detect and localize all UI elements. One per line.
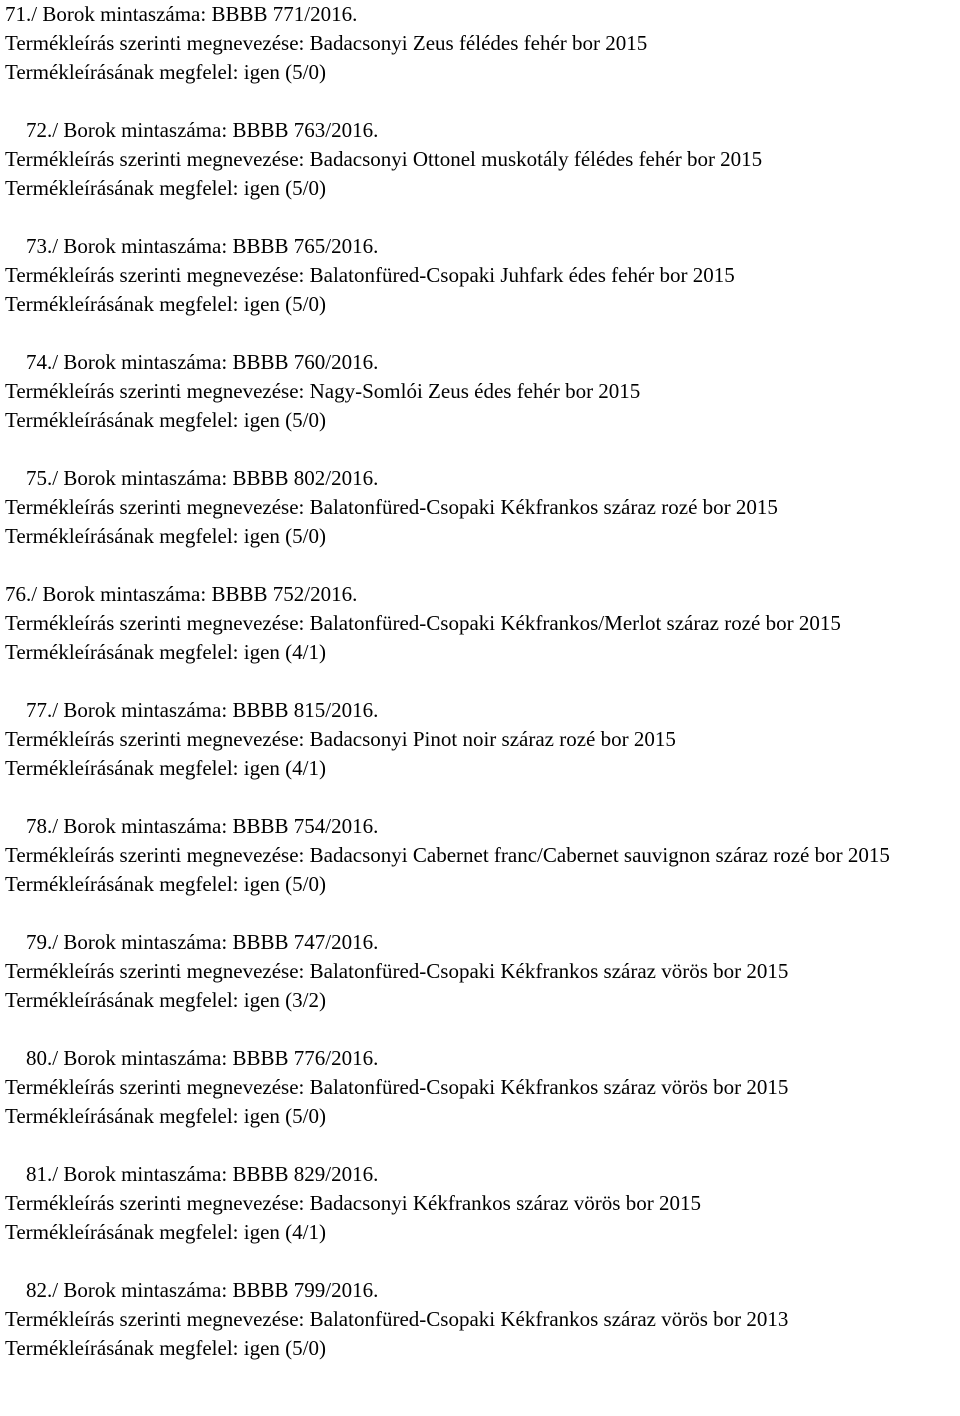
product-name: Balatonfüred-Csopaki Kékfrankos/Merlot száraz rozé bor 2015 — [309, 611, 841, 635]
sample-header — [5, 348, 955, 377]
conformity-line — [5, 986, 955, 1015]
conformity-result: igen (5/0) — [243, 292, 326, 316]
sample-header — [5, 232, 955, 261]
conformity-result: igen (5/0) — [243, 1104, 326, 1128]
conformity-label: Termékleírásának megfelel: — [5, 292, 239, 316]
description-label: Termékleírás szerinti megnevezése: — [5, 31, 305, 55]
product-name: Badacsonyi Kékfrankos száraz vörös bor 2015 — [309, 1191, 701, 1215]
description-label: Termékleírás szerinti megnevezése: — [5, 843, 305, 867]
entry-number: 78. — [26, 814, 53, 838]
entry-number: 73. — [26, 234, 53, 258]
conformity-line — [5, 58, 955, 87]
product-description — [5, 609, 955, 638]
product-name: Badacsonyi Ottonel muskotály félédes fehér bor 2015 — [309, 147, 763, 171]
conformity-label: Termékleírásának megfelel: — [5, 872, 239, 896]
wine-entry-81 — [5, 1160, 955, 1247]
conformity-line — [5, 754, 955, 783]
product-description — [5, 841, 955, 870]
sample-label: / Borok mintaszáma: BBBB 815/2016. — [52, 698, 379, 722]
sample-label: / Borok mintaszáma: BBBB 763/2016. — [52, 118, 379, 142]
product-name: Badacsonyi Zeus félédes fehér bor 2015 — [309, 31, 648, 55]
conformity-label: Termékleírásának megfelel: — [5, 408, 239, 432]
sample-label: / Borok mintaszáma: BBBB 752/2016. — [31, 582, 358, 606]
wine-entry-75 — [5, 464, 955, 551]
product-description — [5, 1189, 955, 1218]
conformity-line — [5, 522, 955, 551]
conformity-label: Termékleírásának megfelel: — [5, 640, 239, 664]
sample-label: / Borok mintaszáma: BBBB 747/2016. — [52, 930, 379, 954]
wine-entry-77 — [5, 696, 955, 783]
conformity-line — [5, 406, 955, 435]
product-description — [5, 1073, 955, 1102]
conformity-line — [5, 290, 955, 319]
product-name: Balatonfüred-Csopaki Juhfark édes fehér bor 2015 — [309, 263, 735, 287]
conformity-line — [5, 638, 955, 667]
sample-label: / Borok mintaszáma: BBBB 829/2016. — [52, 1162, 379, 1186]
product-name: Balatonfüred-Csopaki Kékfrankos száraz vörös bor 2015 — [309, 1075, 789, 1099]
conformity-result: igen (3/2) — [243, 988, 326, 1012]
product-description — [5, 145, 955, 174]
description-label: Termékleírás szerinti megnevezése: — [5, 147, 305, 171]
sample-header — [5, 928, 955, 957]
wine-entry-80 — [5, 1044, 955, 1131]
conformity-line — [5, 870, 955, 899]
description-label: Termékleírás szerinti megnevezése: — [5, 611, 305, 635]
wine-entry-79 — [5, 928, 955, 1015]
sample-label: / Borok mintaszáma: BBBB 776/2016. — [52, 1046, 379, 1070]
entry-number: 80. — [26, 1046, 53, 1070]
entry-number: 71. — [5, 2, 32, 26]
sample-label: / Borok mintaszáma: BBBB 765/2016. — [52, 234, 379, 258]
conformity-label: Termékleírásának megfelel: — [5, 176, 239, 200]
sample-label: / Borok mintaszáma: BBBB 799/2016. — [52, 1278, 379, 1302]
sample-header — [5, 1044, 955, 1073]
conformity-line — [5, 1102, 955, 1131]
sample-header — [5, 1276, 955, 1305]
conformity-label: Termékleírásának megfelel: — [5, 1220, 239, 1244]
description-label: Termékleírás szerinti megnevezése: — [5, 1307, 305, 1331]
description-label: Termékleírás szerinti megnevezése: — [5, 959, 305, 983]
description-label: Termékleírás szerinti megnevezése: — [5, 1075, 305, 1099]
sample-label: / Borok mintaszáma: BBBB 760/2016. — [52, 350, 379, 374]
product-name: Balatonfüred-Csopaki Kékfrankos száraz rozé bor 2015 — [309, 495, 778, 519]
wine-entry-71 — [5, 0, 955, 87]
wine-evaluation-list — [5, 0, 955, 1363]
product-description — [5, 725, 955, 754]
product-description — [5, 493, 955, 522]
wine-entry-74 — [5, 348, 955, 435]
conformity-result: igen (4/1) — [243, 1220, 326, 1244]
wine-entry-73 — [5, 232, 955, 319]
conformity-label: Termékleírásának megfelel: — [5, 988, 239, 1012]
conformity-line — [5, 174, 955, 203]
conformity-result: igen (4/1) — [243, 640, 326, 664]
product-description — [5, 377, 955, 406]
conformity-line — [5, 1218, 955, 1247]
sample-header — [5, 0, 955, 29]
entry-number: 76. — [5, 582, 32, 606]
product-name: Badacsonyi Pinot noir száraz rozé bor 2015 — [309, 727, 676, 751]
entry-number: 74. — [26, 350, 53, 374]
conformity-label: Termékleírásának megfelel: — [5, 756, 239, 780]
product-description — [5, 957, 955, 986]
entry-number: 72. — [26, 118, 53, 142]
entry-number: 81. — [26, 1162, 53, 1186]
sample-header — [5, 812, 955, 841]
product-description — [5, 29, 955, 58]
product-name: Nagy-Somlói Zeus édes fehér bor 2015 — [309, 379, 641, 403]
conformity-result: igen (5/0) — [243, 60, 326, 84]
entry-number: 77. — [26, 698, 53, 722]
description-label: Termékleírás szerinti megnevezése: — [5, 727, 305, 751]
wine-entry-72 — [5, 116, 955, 203]
product-name: Balatonfüred-Csopaki Kékfrankos száraz vörös bor 2015 — [309, 959, 789, 983]
sample-header — [5, 464, 955, 493]
sample-header — [5, 116, 955, 145]
conformity-result: igen (5/0) — [243, 408, 326, 432]
conformity-result: igen (5/0) — [243, 1336, 326, 1360]
description-label: Termékleírás szerinti megnevezése: — [5, 379, 305, 403]
wine-entry-82 — [5, 1276, 955, 1363]
sample-header — [5, 1160, 955, 1189]
product-name: Balatonfüred-Csopaki Kékfrankos száraz vörös bor 2013 — [309, 1307, 789, 1331]
description-label: Termékleírás szerinti megnevezése: — [5, 263, 305, 287]
conformity-line — [5, 1334, 955, 1363]
product-name: Badacsonyi Cabernet franc/Cabernet sauvignon száraz rozé bor 2015 — [309, 843, 890, 867]
conformity-result: igen (4/1) — [243, 756, 326, 780]
conformity-result: igen (5/0) — [243, 176, 326, 200]
conformity-label: Termékleírásának megfelel: — [5, 1104, 239, 1128]
conformity-result: igen (5/0) — [243, 524, 326, 548]
sample-header — [5, 696, 955, 725]
conformity-label: Termékleírásának megfelel: — [5, 1336, 239, 1360]
product-description — [5, 1305, 955, 1334]
conformity-result: igen (5/0) — [243, 872, 326, 896]
description-label: Termékleírás szerinti megnevezése: — [5, 495, 305, 519]
entry-number: 75. — [26, 466, 53, 490]
wine-entry-78 — [5, 812, 955, 899]
description-label: Termékleírás szerinti megnevezése: — [5, 1191, 305, 1215]
product-description — [5, 261, 955, 290]
entry-number: 79. — [26, 930, 53, 954]
conformity-label: Termékleírásának megfelel: — [5, 524, 239, 548]
sample-label: / Borok mintaszáma: BBBB 802/2016. — [52, 466, 379, 490]
sample-label: / Borok mintaszáma: BBBB 754/2016. — [52, 814, 379, 838]
conformity-label: Termékleírásának megfelel: — [5, 60, 239, 84]
sample-header — [5, 580, 955, 609]
entry-number: 82. — [26, 1278, 53, 1302]
wine-entry-76 — [5, 580, 955, 667]
sample-label: / Borok mintaszáma: BBBB 771/2016. — [31, 2, 358, 26]
